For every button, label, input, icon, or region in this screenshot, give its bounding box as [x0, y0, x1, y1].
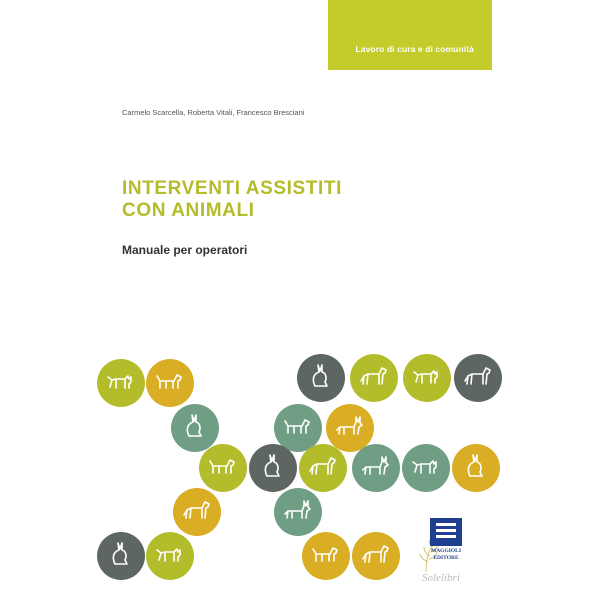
- publisher-mark-icon: [430, 518, 462, 546]
- series-label: Lavoro di cura e di comunità: [355, 44, 474, 54]
- book-title-line-2: CON ANIMALI: [122, 200, 255, 221]
- book-title-line-1: INTERVENTI ASSISTITI: [122, 178, 342, 199]
- circle-disc: [302, 532, 350, 580]
- animal-circle: [97, 359, 145, 407]
- animal-circle: [97, 532, 145, 580]
- circle-disc: [146, 532, 194, 580]
- animal-circle: [352, 532, 400, 580]
- circle-disc: [297, 354, 345, 402]
- animal-circle: [171, 404, 219, 452]
- animal-circle: [274, 404, 322, 452]
- animal-circle: [299, 444, 347, 492]
- authors: Carmelo Scarcella, Roberta Vitali, Francesco Bresciani: [122, 108, 305, 117]
- circle-disc: [274, 404, 322, 452]
- animal-circle: [402, 444, 450, 492]
- animal-circle: [302, 532, 350, 580]
- circle-disc: [402, 444, 450, 492]
- circle-disc: [326, 404, 374, 452]
- animal-circle: [146, 532, 194, 580]
- watermark-text: Solelibri: [422, 572, 460, 584]
- animal-circle: [249, 444, 297, 492]
- publisher-logo: [424, 518, 468, 568]
- animal-circle: [274, 488, 322, 536]
- circle-disc: [274, 488, 322, 536]
- circle-disc: [299, 444, 347, 492]
- animal-circle: [326, 404, 374, 452]
- circle-disc: [97, 532, 145, 580]
- circle-disc: [249, 444, 297, 492]
- animal-circle: [350, 354, 398, 402]
- circle-disc: [199, 444, 247, 492]
- animal-circle: [352, 444, 400, 492]
- publisher-name-line-2: EDITORE: [433, 554, 459, 561]
- circle-disc: [352, 444, 400, 492]
- animal-circle: [403, 354, 451, 402]
- circle-disc: [403, 354, 451, 402]
- circle-disc: [173, 488, 221, 536]
- circle-disc: [350, 354, 398, 402]
- circle-disc: [97, 359, 145, 407]
- publisher-name-line-1: MAGGIOLI: [431, 548, 461, 554]
- animal-circle: [454, 354, 502, 402]
- animal-circle: [146, 359, 194, 407]
- publisher-name: [424, 548, 468, 561]
- animal-circle: [173, 488, 221, 536]
- circle-disc: [452, 444, 500, 492]
- animal-circle: [199, 444, 247, 492]
- circle-disc: [454, 354, 502, 402]
- circle-disc: [171, 404, 219, 452]
- animal-circle: [452, 444, 500, 492]
- circle-disc: [146, 359, 194, 407]
- animal-circle: [297, 354, 345, 402]
- circle-disc: [352, 532, 400, 580]
- book-subtitle: Manuale per operatori: [122, 243, 248, 257]
